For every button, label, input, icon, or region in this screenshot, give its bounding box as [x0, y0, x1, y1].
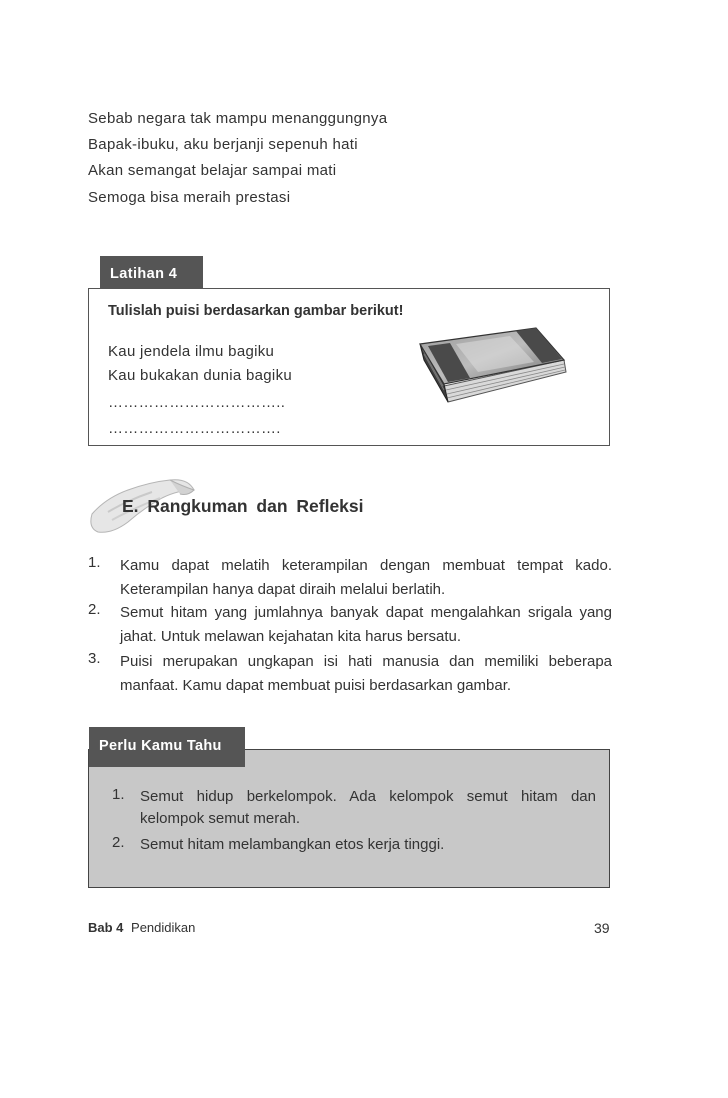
- latihan-poem-line: Kau jendela ilmu bagiku: [108, 343, 275, 360]
- latihan-poem-line: ……………………………..: [108, 394, 286, 411]
- footer-chapter: [88, 920, 195, 935]
- latihan-poem-line: Kau bukakan dunia bagiku: [108, 367, 293, 384]
- latihan-poem-line: …………………………….: [108, 420, 281, 437]
- perlu-kamu-tahu-tab: Perlu Kamu Tahu: [89, 727, 245, 767]
- poem-line: Bapak-ibuku, aku berjanji sepenuh hati: [88, 136, 358, 153]
- perlu-item: [112, 786, 596, 832]
- list-item-number: 2.: [88, 601, 101, 618]
- perlu-item-number: 2.: [112, 834, 125, 851]
- poem-line: Sebab negara tak mampu menanggungnya: [88, 110, 388, 127]
- perlu-item-text: Semut hitam melambangkan etos kerja tinggi.: [140, 836, 445, 853]
- list-item-text: Semut hitam yang jumlahnya banyak dapat mengalahkan srigala yang jahat. Untuk melawan kejahatan kita harus bersatu.: [120, 604, 612, 645]
- list-item-number: 1.: [88, 554, 101, 571]
- list-item-text: Puisi merupakan ungkapan isi hati manusia dan memiliki beberapa manfaat. Kamu dapat membuat puisi berdasarkan gambar.: [120, 653, 612, 694]
- list-item-text: Kamu dapat melatih keterampilan dengan membuat tempat kado. Keterampilan hanya dapat diraih melalui berlatih.: [120, 557, 612, 598]
- perlu-item-number: 1.: [112, 786, 125, 803]
- list-item: [88, 554, 612, 604]
- page-number: 39: [594, 920, 610, 936]
- latihan-tab: Latihan 4: [100, 256, 203, 289]
- section-title: E. Rangkuman dan Refleksi: [122, 496, 364, 516]
- perlu-item: [112, 834, 596, 858]
- perlu-item-text: Semut hidup berkelompok. Ada kelompok semut hitam dan kelompok semut merah.: [140, 788, 596, 827]
- poem-line: Semoga bisa meraih prestasi: [88, 189, 291, 206]
- footer-chapter-label: Bab 4: [88, 920, 124, 935]
- poem-line: Akan semangat belajar sampai mati: [88, 162, 337, 179]
- list-item: [88, 650, 612, 700]
- latihan-instruction: Tulislah puisi berdasarkan gambar berikut!: [108, 303, 404, 319]
- book-icon: [414, 326, 574, 410]
- list-item: [88, 601, 612, 651]
- footer-chapter-title: Pendidikan: [131, 920, 196, 935]
- list-item-number: 3.: [88, 650, 101, 667]
